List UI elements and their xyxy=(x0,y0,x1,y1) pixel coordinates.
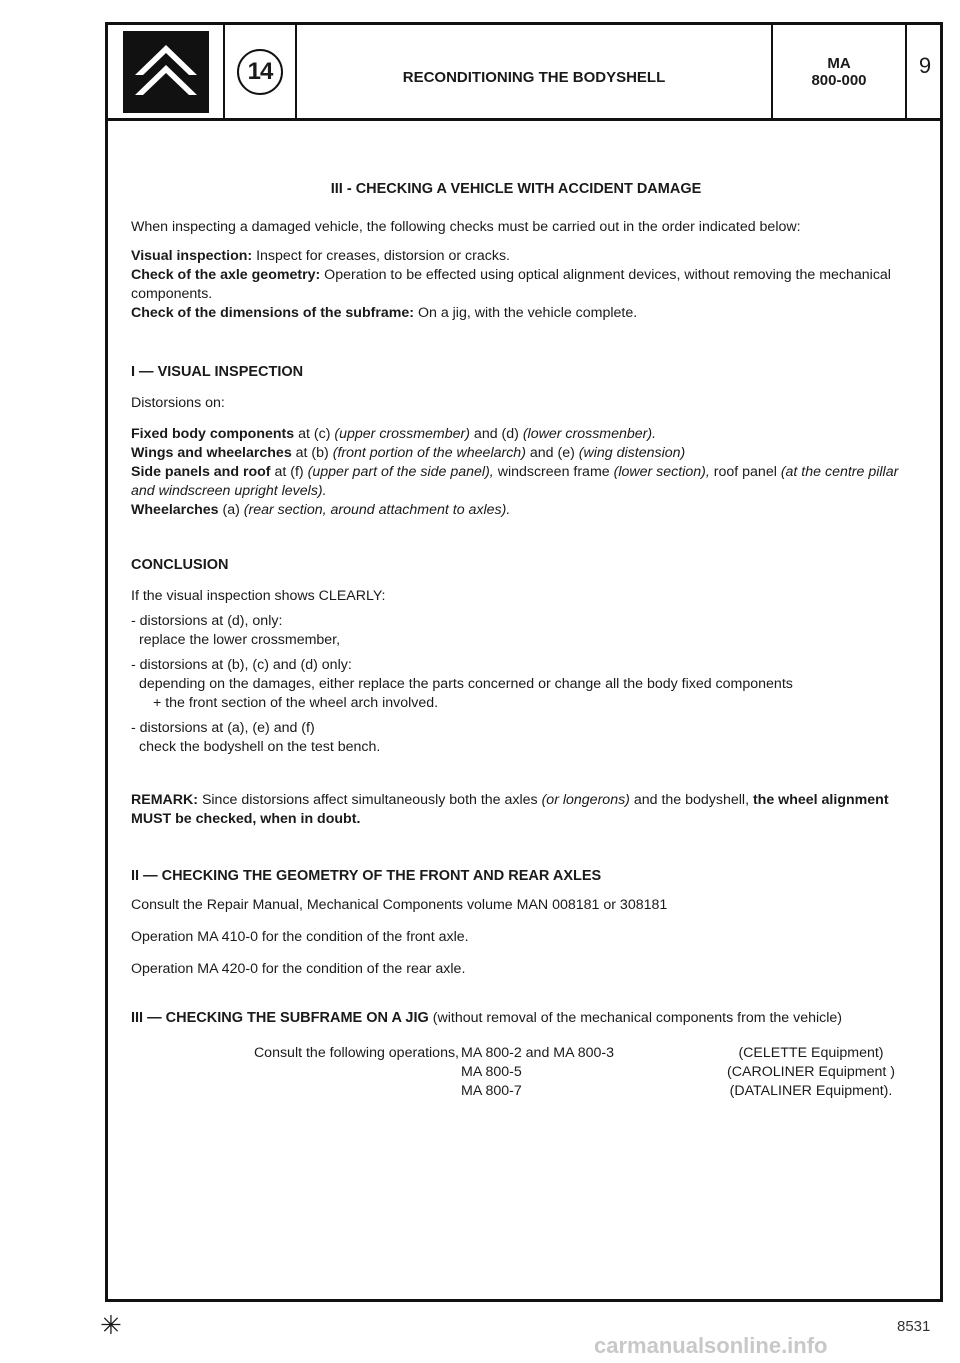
bullet-2-head: - distorsions at (b), (c) and (d) only: xyxy=(131,657,352,673)
bullet-3-body: check the bodyshell on the test bench. xyxy=(139,739,381,755)
page-header xyxy=(108,25,940,121)
item-side-panels: Side panels and roof at (f) (upper part of the side panel), windscreen frame (lower section), roof panel (at the centre pillar and windscreen upright levels). xyxy=(131,464,899,499)
header-title-cell xyxy=(297,25,773,118)
intro-text: When inspecting a damaged vehicle, the following checks must be carried out in the order indicated below: xyxy=(131,219,801,235)
bullet-2-body2: + the front section of the wheel arch involved. xyxy=(153,695,439,711)
op-2: MA 800-5 xyxy=(461,1064,522,1080)
ref-line2: 800-000 xyxy=(811,71,867,89)
conclusion-lead: If the visual inspection shows CLEARLY: xyxy=(131,588,386,604)
operation-ref-cell xyxy=(773,25,907,118)
asterisk-icon: ✳ xyxy=(100,1310,122,1340)
check-visual: Visual inspection: Inspect for creases, distorsion or cracks. xyxy=(131,248,510,264)
bullet-2-body: depending on the damages, either replace the parts concerned or change all the body fixed components xyxy=(139,676,793,692)
citroen-logo-icon xyxy=(123,31,209,113)
bullet-1-head: - distorsions at (d), only: xyxy=(131,613,283,629)
header-title: RECONDITIONING THE BODYSHELL xyxy=(402,69,666,86)
page-number: 9 xyxy=(918,53,932,78)
equip-1: (CELETTE Equipment) xyxy=(738,1045,884,1061)
equip-3: (DATALINER Equipment). xyxy=(729,1083,893,1099)
group-number-cell xyxy=(225,25,297,118)
section2-line3: Operation MA 420-0 for the condition of the rear axle. xyxy=(131,961,466,977)
conclusion-title: CONCLUSION xyxy=(131,557,229,573)
watermark: carmanualsonline.info xyxy=(594,1333,828,1358)
brand-logo-cell xyxy=(108,25,225,118)
section2-title: II — CHECKING THE GEOMETRY OF THE FRONT AND REAR AXLES xyxy=(131,868,602,884)
ref-line1: MA xyxy=(827,54,851,72)
section1-title: I — VISUAL INSPECTION xyxy=(131,364,304,380)
document-body xyxy=(131,180,921,1101)
equip-2: (CAROLINER Equipment ) xyxy=(727,1064,895,1080)
bullet-1-body: replace the lower crossmember, xyxy=(139,632,341,648)
page-number-cell xyxy=(907,25,943,118)
ops-lead: Consult the following operations, xyxy=(253,1045,459,1061)
section2-line2: Operation MA 410-0 for the condition of the front axle. xyxy=(131,929,469,945)
section2-line1: Consult the Repair Manual, Mechanical Components volume MAN 008181 or 308181 xyxy=(131,897,668,913)
item-fixed-body: Fixed body components at (c) (upper crossmember) and (d) (lower crossmenber). xyxy=(131,426,657,442)
check-axle: Check of the axle geometry: Operation to be effected using optical alignment devices, without removing the mechanical components. xyxy=(131,267,891,302)
operations-table xyxy=(131,1044,921,1101)
op-3: MA 800-7 xyxy=(461,1083,522,1099)
bullet-3-head: - distorsions at (a), (e) and (f) xyxy=(131,720,315,736)
op-1: MA 800-2 and MA 800-3 xyxy=(461,1045,615,1061)
check-subframe: Check of the dimensions of the subframe: On a jig, with the vehicle complete. xyxy=(131,305,638,321)
remark-paragraph: REMARK: Since distorsions affect simultaneously both the axles (or longerons) and the bodyshell, the wheel alignment MUST be checked, when in doubt. xyxy=(131,792,889,827)
section3-title: III — CHECKING THE SUBFRAME ON A JIG (without removal of the mechanical components from the vehicle) xyxy=(131,1010,843,1026)
item-wings: Wings and wheelarches at (b) (front portion of the wheelarch) and (e) (wing distension) xyxy=(131,445,686,461)
page-code: 8531 xyxy=(897,1318,931,1335)
group-number: 14 xyxy=(237,49,283,95)
section1-lead: Distorsions on: xyxy=(131,395,225,411)
main-title: III - CHECKING A VEHICLE WITH ACCIDENT DAMAGE xyxy=(330,181,702,197)
item-wheelarches: Wheelarches (a) (rear section, around attachment to axles). xyxy=(131,502,511,518)
